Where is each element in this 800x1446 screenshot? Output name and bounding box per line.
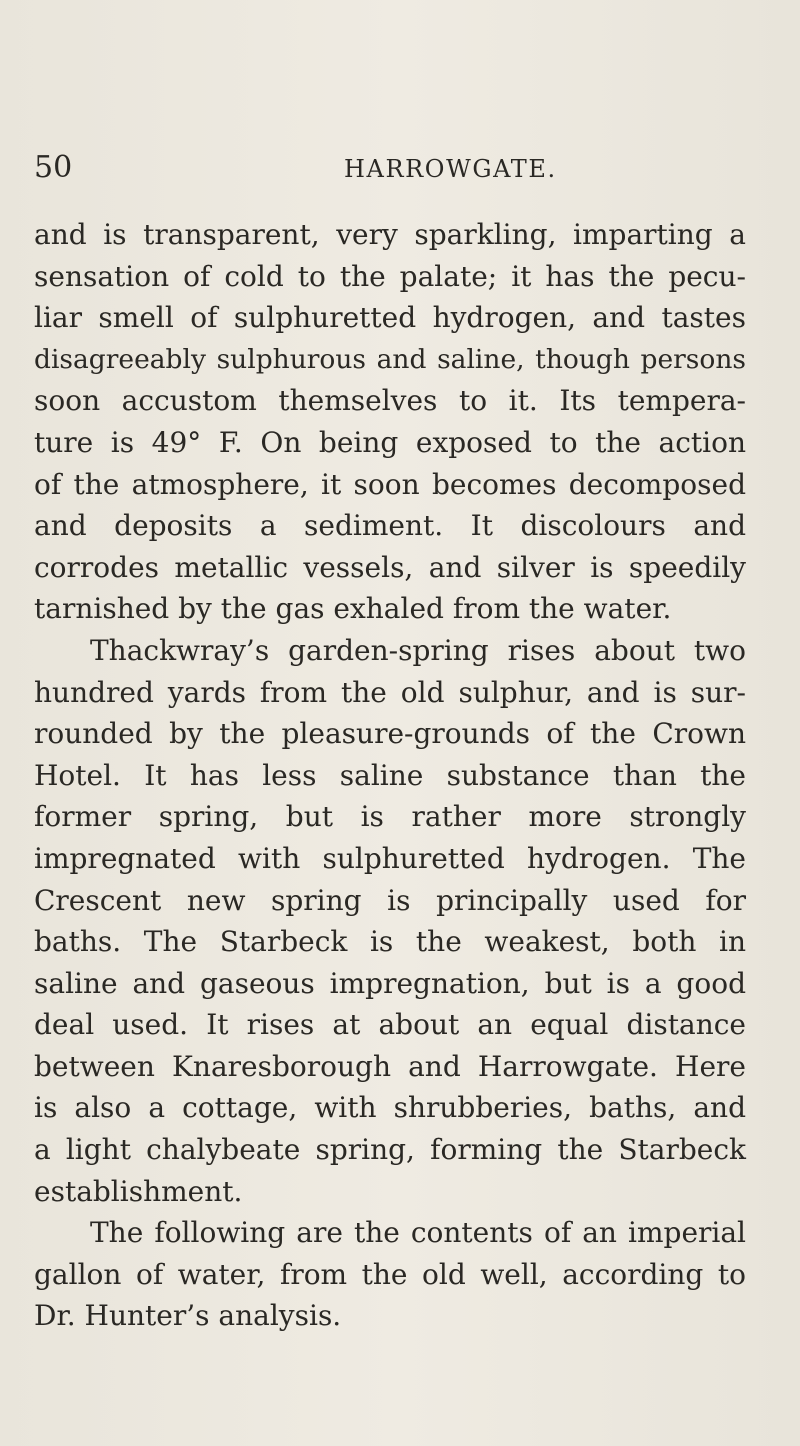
body-text <box>34 214 746 1337</box>
text-line: Hotel. It has less saline substance than the <box>34 758 746 792</box>
text-line: of the atmosphere, it soon becomes decomposed <box>34 467 746 501</box>
text-line: impregnated with sulphuretted hydrogen. The <box>34 841 746 875</box>
text-line: saline and gaseous impregnation, but is a good <box>34 966 746 1000</box>
text-line: former spring, but is rather more strongly <box>34 800 746 834</box>
text-line: a light chalybeate spring, forming the Starbeck <box>34 1133 746 1167</box>
text-line: disagreeably sulphurous and saline, though persons <box>34 343 746 375</box>
text-line: hundred yards from the old sulphur, and is sur- <box>34 675 746 709</box>
text-line: The following are the contents of an imperial <box>90 1216 746 1250</box>
text-line: liar smell of sulphuretted hydrogen, and tastes <box>34 301 746 335</box>
text-line: soon accustom themselves to it. Its tempera- <box>34 384 746 418</box>
text-line: between Knaresborough and Harrowgate. Here <box>34 1049 746 1083</box>
text-line: and is transparent, very sparkling, imparting a <box>34 218 746 251</box>
running-title: HARROWGATE. <box>344 155 557 183</box>
text-line: Dr. Hunter’s analysis. <box>34 1299 342 1333</box>
text-line: and deposits a sediment. It discolours and <box>34 509 746 543</box>
text-line: baths. The Starbeck is the weakest, both in <box>34 925 746 959</box>
text-line: is also a cottage, with shrubberies, baths, and <box>34 1091 746 1125</box>
text-line: Thackwray’s garden-spring rises about two <box>90 633 746 667</box>
text-line: ture is 49° F. On being exposed to the action <box>34 425 746 459</box>
text-line: establishment. <box>34 1174 243 1208</box>
page-number: 50 <box>34 150 73 185</box>
text-line: corrodes metallic vessels, and silver is speedily <box>34 550 746 584</box>
text-line: Crescent new spring is principally used for <box>34 883 746 917</box>
text-line: tarnished by the gas exhaled from the water. <box>34 592 672 626</box>
text-line: gallon of water, from the old well, according to <box>34 1257 746 1291</box>
text-line: deal used. It rises at about an equal distance <box>34 1008 746 1042</box>
running-head <box>34 148 754 188</box>
text-line: rounded by the pleasure-grounds of the Crown <box>34 717 746 751</box>
text-line: sensation of cold to the palate; it has the pecu- <box>34 259 746 293</box>
